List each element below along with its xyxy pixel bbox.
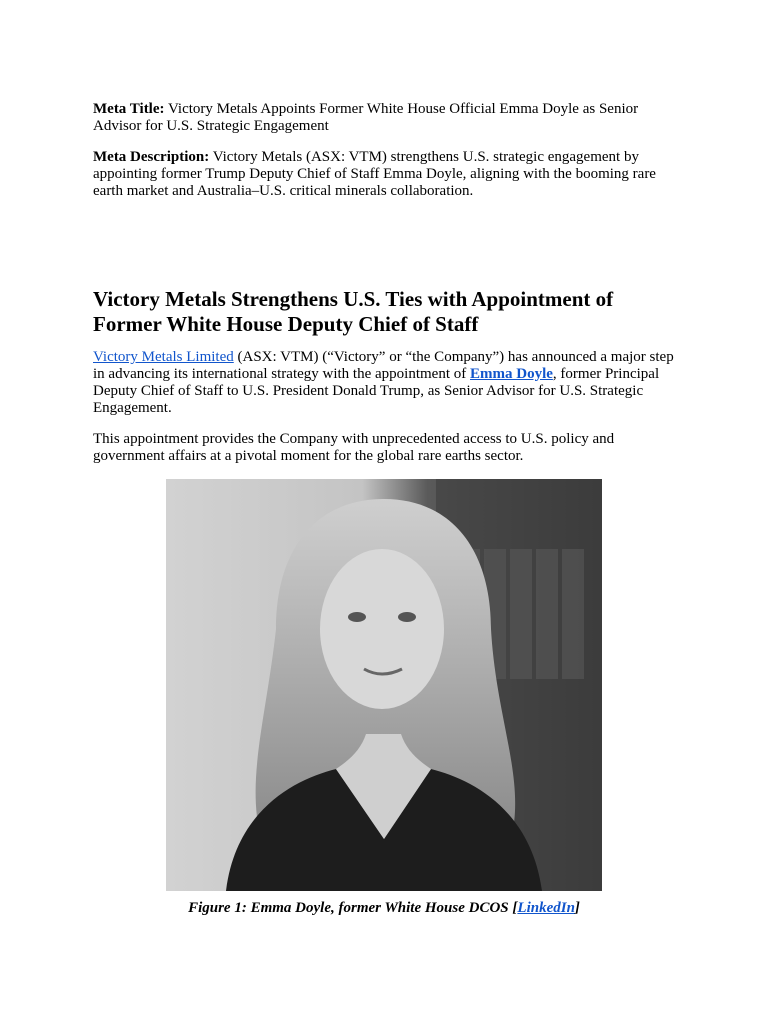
victory-metals-link[interactable]: Victory Metals Limited [93,349,234,365]
article-paragraph-2: This appointment provides the Company with unprecedented access to U.S. policy and government affairs at a pivotal moment for the global rare earths sector. [93,431,615,464]
meta-title-text: Victory Metals Appoints Former White House Official Emma Doyle as Senior Advisor for U.S. Strategic Engagement [93,101,639,134]
meta-title-label: Meta Title: [93,101,165,117]
figure-caption [93,900,675,917]
caption-text: Figure 1: Emma Doyle, former White House DCOS [ [188,900,518,916]
meta-title [93,101,683,135]
emma-doyle-link[interactable]: Emma Doyle [470,366,553,382]
meta-description-label: Meta Description: [93,149,210,165]
paragraph-1-text-b: , former Principal Deputy Chief of Staff to U.S. President Donald Trump, as Senior Advisor for U.S. Strategic Engagement. [93,366,660,416]
article-headline: Victory Metals Strengthens U.S. Ties with Appointment of Former White House Deputy Chief of Staff [93,287,614,336]
caption-end: ] [574,900,580,916]
paragraph-1-text-a: (ASX: VTM) (“Victory” or “the Company”) has announced a major step in advancing its international strategy with the appointment of [93,349,674,382]
portrait-photo [166,479,602,891]
meta-block [93,101,683,200]
meta-description-text: Victory Metals (ASX: VTM) strengthens U.S. strategic engagement by appointing former Trump Deputy Chief of Staff Emma Doyle, aligning with the booming rare earth market and Australia–U.S. critical minerals collaboration. [93,149,656,199]
article-paragraph-1 [93,349,683,417]
linkedin-link[interactable]: LinkedIn [517,900,575,916]
meta-description [93,149,683,200]
